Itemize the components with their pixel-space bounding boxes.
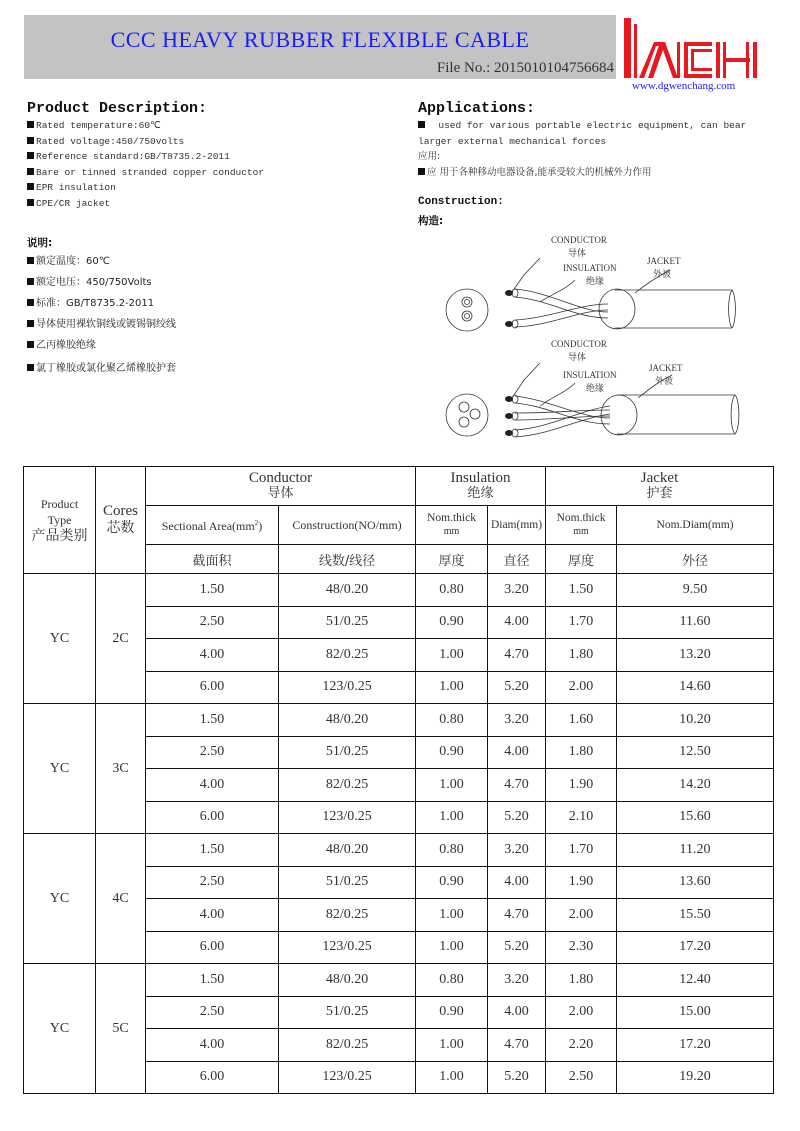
sectional-area-cell: 1.50: [146, 704, 279, 737]
construction-cell: 82/0.25: [279, 769, 416, 802]
bullet-square-icon: [27, 168, 34, 175]
sectional-area-cell: 1.50: [146, 834, 279, 867]
jacket-diameter-cell: 15.60: [617, 801, 774, 834]
title-banner: [24, 15, 616, 79]
description-item: Rated voltage:450/750volts: [27, 134, 264, 150]
description-cn-heading: 说明:: [27, 237, 53, 249]
jacket-thickness-cell: 1.60: [546, 704, 617, 737]
sectional-area-cell: 2.50: [146, 606, 279, 639]
construction-cell: 123/0.25: [279, 801, 416, 834]
jacket-thickness-cell: 1.80: [546, 964, 617, 997]
insulation-diameter-cell: 4.00: [488, 996, 546, 1029]
insulation-thickness-cell: 1.00: [416, 769, 488, 802]
file-number: File No.: 2015010104756684: [436, 60, 614, 76]
construction-cell: 123/0.25: [279, 1061, 416, 1094]
conductor-cn-label: 导体: [568, 249, 587, 259]
jacket-diameter-cell: 14.60: [617, 671, 774, 704]
website-link[interactable]: www.dgwenchang.com: [632, 80, 736, 92]
conductor-label: CONDUCTOR: [551, 339, 607, 349]
insulation-diameter-cell: 5.20: [488, 671, 546, 704]
bullet-square-icon: [418, 168, 425, 175]
insulation-thickness-cell: 0.90: [416, 606, 488, 639]
applications-text: [418, 118, 746, 180]
jacket-cn-label: 外被: [653, 270, 672, 280]
jacket-thickness-cell: 1.50: [546, 574, 617, 607]
header-jac-thick-cn: 厚度: [546, 545, 617, 574]
jacket-thickness-cell: 1.80: [546, 736, 617, 769]
sectional-area-cell: 4.00: [146, 1029, 279, 1062]
insulation-thickness-cell: 1.00: [416, 671, 488, 704]
bullet-square-icon: [418, 121, 425, 128]
jacket-diameter-cell: 12.50: [617, 736, 774, 769]
product-description-heading: Product Description:: [27, 100, 208, 117]
jacket-label: JACKET: [647, 256, 681, 266]
cores-cell: 3C: [96, 704, 146, 834]
header-conductor: Conductor 导体: [146, 467, 416, 506]
conductor-cn-label: 导体: [568, 353, 587, 363]
header-jac-diam-cn: 外径: [617, 545, 774, 574]
bullet-square-icon: [27, 299, 34, 306]
jacket-diameter-cell: 19.20: [617, 1061, 774, 1094]
jacket-diameter-cell: 13.60: [617, 866, 774, 899]
product-type-cell: YC: [24, 834, 96, 964]
header-jacket-diameter: Nom.Diam(mm): [617, 506, 774, 545]
insulation-diameter-cell: 3.20: [488, 574, 546, 607]
sectional-area-cell: 2.50: [146, 736, 279, 769]
insulation-thickness-cell: 0.80: [416, 574, 488, 607]
insulation-diameter-cell: 3.20: [488, 964, 546, 997]
insulation-diameter-cell: 5.20: [488, 1061, 546, 1094]
description-cn-item: 标准：GB/T8735.2-2011: [27, 293, 176, 314]
jacket-diameter-cell: 9.50: [617, 574, 774, 607]
jacket-diameter-cell: 10.20: [617, 704, 774, 737]
insulation-diameter-cell: 4.70: [488, 1029, 546, 1062]
description-item: EPR insulation: [27, 180, 264, 196]
header-ins-diam-cn: 直径: [488, 545, 546, 574]
header-construction-cn: 线数/线径: [279, 545, 416, 574]
description-item: CPE/CR jacket: [27, 196, 264, 212]
jacket-diameter-cell: 12.40: [617, 964, 774, 997]
insulation-diameter-cell: 5.20: [488, 931, 546, 964]
jacket-diameter-cell: 15.00: [617, 996, 774, 1029]
sectional-area-cell: 4.00: [146, 639, 279, 672]
product-description-list: [27, 118, 264, 211]
insulation-thickness-cell: 1.00: [416, 1029, 488, 1062]
application-item: used for various portable electric equipment, can bear: [418, 118, 746, 134]
bullet-square-icon: [27, 320, 34, 327]
sectional-area-cell: 4.00: [146, 899, 279, 932]
wch-logo: [622, 16, 762, 80]
product-type-cell: YC: [24, 574, 96, 704]
header-cores: Cores 芯数: [96, 467, 146, 574]
bullet-square-icon: [27, 137, 34, 144]
construction-cell: 82/0.25: [279, 899, 416, 932]
insulation-thickness-cell: 0.80: [416, 704, 488, 737]
insulation-label: INSULATION: [563, 263, 617, 273]
sectional-area-cell: 6.00: [146, 671, 279, 704]
jacket-diameter-cell: 11.20: [617, 834, 774, 867]
sectional-area-cell: 6.00: [146, 1061, 279, 1094]
jacket-cn-label: 外被: [655, 377, 674, 387]
insulation-thickness-cell: 0.90: [416, 996, 488, 1029]
insulation-diameter-cell: 4.70: [488, 899, 546, 932]
header-insulation: Insulation 绝缘: [416, 467, 546, 506]
jacket-thickness-cell: 2.10: [546, 801, 617, 834]
sectional-area-cell: 1.50: [146, 574, 279, 607]
description-cn-list: [27, 251, 176, 379]
cores-cell: 2C: [96, 574, 146, 704]
insulation-thickness-cell: 1.00: [416, 899, 488, 932]
table-row: [24, 964, 774, 997]
insulation-thickness-cell: 1.00: [416, 639, 488, 672]
description-cn-item: 乙丙橡胶绝缘: [27, 335, 176, 356]
jacket-thickness-cell: 2.00: [546, 671, 617, 704]
specification-table: [23, 466, 774, 1094]
jacket-label: JACKET: [649, 363, 683, 373]
header-jacket-thickness: Nom.thick mm: [546, 506, 617, 545]
header-insulation-thickness: Nom.thick mm: [416, 506, 488, 545]
description-item: Bare or tinned stranded copper conductor: [27, 165, 264, 181]
bullet-square-icon: [27, 257, 34, 264]
description-cn-item: 额定温度：60℃: [27, 251, 176, 272]
insulation-thickness-cell: 0.80: [416, 964, 488, 997]
construction-cell: 48/0.20: [279, 964, 416, 997]
conductor-label: CONDUCTOR: [551, 235, 607, 245]
document-title: CCC HEAVY RUBBER FLEXIBLE CABLE: [110, 27, 530, 52]
sectional-area-cell: 1.50: [146, 964, 279, 997]
insulation-thickness-cell: 0.90: [416, 736, 488, 769]
sectional-area-cell: 4.00: [146, 769, 279, 802]
description-cn-item: 导体使用裸软铜线或镀锡铜绞线: [27, 314, 176, 335]
product-type-cell: YC: [24, 964, 96, 1094]
application-item-cont: larger external mechanical forces: [418, 135, 607, 147]
construction-cn-heading: 构造:: [418, 215, 444, 227]
jacket-thickness-cell: 2.00: [546, 899, 617, 932]
jacket-thickness-cell: 2.30: [546, 931, 617, 964]
insulation-label: INSULATION: [563, 370, 617, 380]
cores-cell: 5C: [96, 964, 146, 1094]
sectional-area-cell: 6.00: [146, 931, 279, 964]
jacket-diameter-cell: 15.50: [617, 899, 774, 932]
insulation-diameter-cell: 3.20: [488, 834, 546, 867]
product-type-cell: YC: [24, 704, 96, 834]
header-construction: Construction(NO/mm): [279, 506, 416, 545]
insulation-diameter-cell: 4.00: [488, 866, 546, 899]
insulation-cn-label: 绝缘: [586, 384, 605, 394]
construction-cell: 51/0.25: [279, 866, 416, 899]
header-product-type: Product Type 产品类别: [24, 467, 96, 574]
sectional-area-cell: 2.50: [146, 996, 279, 1029]
cores-cell: 4C: [96, 834, 146, 964]
construction-cell: 51/0.25: [279, 736, 416, 769]
insulation-thickness-cell: 1.00: [416, 1061, 488, 1094]
bullet-square-icon: [27, 278, 34, 285]
jacket-thickness-cell: 1.70: [546, 834, 617, 867]
construction-diagrams: [440, 230, 760, 455]
insulation-thickness-cell: 1.00: [416, 931, 488, 964]
insulation-thickness-cell: 0.90: [416, 866, 488, 899]
description-cn-item: 额定电压：450/750Volts: [27, 272, 176, 293]
insulation-thickness-cell: 0.80: [416, 834, 488, 867]
application-cn-item: 应 用于各种移动电器设备,能承受较大的机械外力作用: [418, 165, 746, 181]
jacket-thickness-cell: 1.70: [546, 606, 617, 639]
bullet-square-icon: [27, 183, 34, 190]
construction-cell: 51/0.25: [279, 606, 416, 639]
jacket-thickness-cell: 1.80: [546, 639, 617, 672]
table-row: [24, 834, 774, 867]
applications-cn-heading: 应用:: [418, 151, 441, 162]
jacket-thickness-cell: 2.00: [546, 996, 617, 1029]
construction-heading: Construction:: [418, 196, 504, 208]
insulation-diameter-cell: 4.70: [488, 639, 546, 672]
construction-cell: 123/0.25: [279, 671, 416, 704]
bullet-square-icon: [27, 121, 34, 128]
insulation-diameter-cell: 3.20: [488, 704, 546, 737]
sectional-area-cell: 2.50: [146, 866, 279, 899]
construction-cell: 48/0.20: [279, 834, 416, 867]
insulation-diameter-cell: 5.20: [488, 801, 546, 834]
jacket-thickness-cell: 1.90: [546, 769, 617, 802]
insulation-thickness-cell: 1.00: [416, 801, 488, 834]
header-jacket: Jacket 护套: [546, 467, 774, 506]
jacket-diameter-cell: 17.20: [617, 1029, 774, 1062]
jacket-thickness-cell: 1.90: [546, 866, 617, 899]
header-insulation-diameter: Diam(mm): [488, 506, 546, 545]
jacket-diameter-cell: 17.20: [617, 931, 774, 964]
bullet-square-icon: [27, 199, 34, 206]
sectional-area-cell: 6.00: [146, 801, 279, 834]
applications-heading: Applications:: [418, 100, 536, 117]
description-item: Rated temperature:60℃: [27, 118, 264, 134]
jacket-diameter-cell: 14.20: [617, 769, 774, 802]
table-row: [24, 704, 774, 737]
jacket-diameter-cell: 13.20: [617, 639, 774, 672]
description-cn-item: 氯丁橡胶或氯化聚乙烯橡胶护套: [27, 358, 176, 379]
table-row: [24, 574, 774, 607]
bullet-square-icon: [27, 152, 34, 159]
header-area-cn: 截面积: [146, 545, 279, 574]
header-sectional-area: Sectional $Area(mm^2)$: [146, 506, 279, 545]
insulation-diameter-cell: 4.00: [488, 736, 546, 769]
insulation-diameter-cell: 4.00: [488, 606, 546, 639]
bullet-square-icon: [27, 364, 34, 371]
construction-cell: 48/0.20: [279, 574, 416, 607]
header-ins-thick-cn: 厚度: [416, 545, 488, 574]
construction-cell: 48/0.20: [279, 704, 416, 737]
construction-cell: 123/0.25: [279, 931, 416, 964]
construction-cell: 82/0.25: [279, 1029, 416, 1062]
description-item: Reference standard:GB/T8735.2-2011: [27, 149, 264, 165]
table-body: [24, 574, 774, 1094]
insulation-diameter-cell: 4.70: [488, 769, 546, 802]
construction-cell: 82/0.25: [279, 639, 416, 672]
jacket-thickness-cell: 2.20: [546, 1029, 617, 1062]
jacket-diameter-cell: 11.60: [617, 606, 774, 639]
jacket-thickness-cell: 2.50: [546, 1061, 617, 1094]
insulation-cn-label: 绝缘: [586, 277, 605, 287]
bullet-square-icon: [27, 341, 34, 348]
construction-cell: 51/0.25: [279, 996, 416, 1029]
